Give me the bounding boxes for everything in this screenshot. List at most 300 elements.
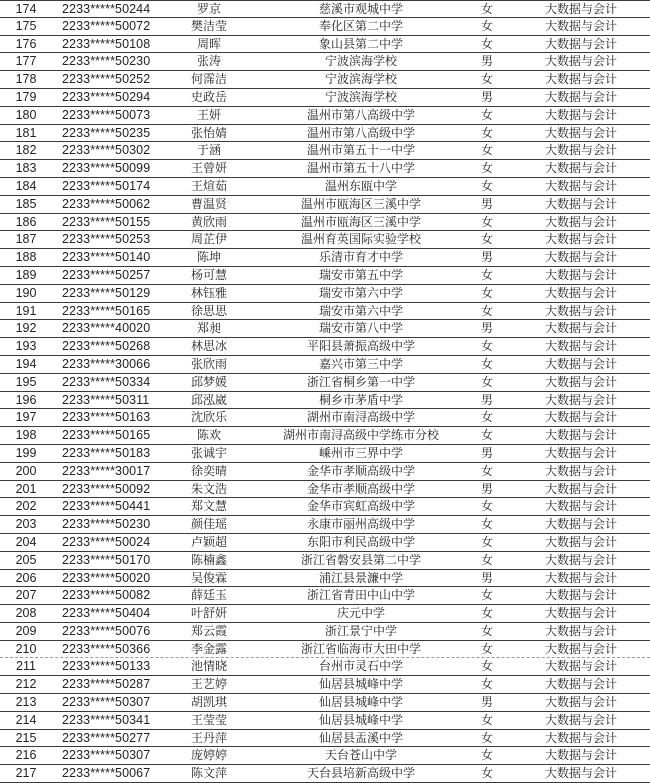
major: 大数据与会计 <box>545 339 618 354</box>
school-name: 温州市第五十一中学 <box>306 143 415 158</box>
row-number: 206 <box>15 570 37 585</box>
row-number: 202 <box>15 499 37 514</box>
table-row <box>0 231 650 249</box>
gender: 女 <box>480 766 493 781</box>
student-name: 罗京 <box>196 2 221 16</box>
gender: 女 <box>480 463 493 478</box>
table-row <box>0 765 650 783</box>
school-name: 宁波滨海学校 <box>324 54 397 69</box>
table-row <box>0 623 650 641</box>
exam-id: 2233*****50268 <box>62 339 151 354</box>
table-row <box>0 18 650 36</box>
school-name: 奉化区第二中学 <box>318 18 403 33</box>
gender: 男 <box>480 570 493 585</box>
student-name: 林钰雅 <box>190 285 227 300</box>
school-name: 宁波滨海学校 <box>324 89 397 104</box>
major: 大数据与会计 <box>545 36 618 51</box>
table-row <box>0 285 650 303</box>
student-name: 庞婷婷 <box>190 748 227 763</box>
row-number: 175 <box>15 18 37 33</box>
exam-id: 2233*****50334 <box>62 374 151 389</box>
student-name: 邱泓崴 <box>190 392 227 407</box>
major: 大数据与会计 <box>545 712 618 727</box>
table-row <box>0 320 650 338</box>
student-name: 叶舒妍 <box>190 606 227 621</box>
table-row <box>0 409 650 427</box>
school-name: 慈溪市观城中学 <box>318 2 403 16</box>
major: 大数据与会计 <box>545 267 618 282</box>
student-name: 王莹莹 <box>190 712 227 727</box>
row-number: 190 <box>15 285 37 300</box>
table-row <box>0 356 650 374</box>
gender: 女 <box>480 285 493 300</box>
major: 大数据与会计 <box>545 623 618 638</box>
major: 大数据与会计 <box>545 392 618 407</box>
major: 大数据与会计 <box>545 214 618 229</box>
table-row <box>0 481 650 499</box>
row-number: 186 <box>15 214 37 229</box>
exam-id: 2233*****50230 <box>62 54 151 69</box>
row-number: 195 <box>15 374 37 389</box>
row-number: 176 <box>15 36 37 51</box>
gender: 女 <box>480 2 493 16</box>
gender: 男 <box>480 481 493 496</box>
exam-id: 2233*****50307 <box>62 695 151 710</box>
major: 大数据与会计 <box>545 463 618 478</box>
row-number: 179 <box>15 89 37 104</box>
table-row <box>0 712 650 730</box>
exam-id: 2233*****50230 <box>62 517 151 532</box>
table-row <box>0 303 650 321</box>
table-row <box>0 53 650 71</box>
row-number: 187 <box>15 232 37 247</box>
row-number: 177 <box>15 54 37 69</box>
major: 大数据与会计 <box>545 374 618 389</box>
table-row <box>0 587 650 605</box>
major: 大数据与会计 <box>545 2 618 16</box>
student-name: 周芷伊 <box>190 232 227 247</box>
student-name: 徐思思 <box>190 303 227 318</box>
table-row <box>0 249 650 267</box>
major: 大数据与会计 <box>545 303 618 318</box>
table-row <box>0 267 650 285</box>
gender: 女 <box>480 517 493 532</box>
gender: 女 <box>480 161 493 176</box>
school-name: 台州市灵石中学 <box>318 659 403 674</box>
gender: 男 <box>480 89 493 104</box>
major: 大数据与会计 <box>545 730 618 745</box>
school-name: 平阳县萧振高级中学 <box>306 339 415 354</box>
exam-id: 2233*****40020 <box>62 321 151 336</box>
row-number: 216 <box>15 748 37 763</box>
row-number: 214 <box>15 712 37 727</box>
table-row <box>0 747 650 765</box>
major: 大数据与会计 <box>545 18 618 33</box>
gender: 女 <box>480 534 493 549</box>
school-name: 温州市第五十八中学 <box>306 161 415 176</box>
gender: 女 <box>480 641 493 656</box>
row-number: 213 <box>15 695 37 710</box>
row-number: 199 <box>15 445 37 460</box>
row-number: 182 <box>15 143 37 158</box>
gender: 女 <box>480 214 493 229</box>
gender: 女 <box>480 107 493 122</box>
table-row <box>0 641 650 659</box>
row-number: 185 <box>15 196 37 211</box>
table-row <box>0 374 650 392</box>
gender: 女 <box>480 552 493 567</box>
school-name: 浦江县景濂中学 <box>318 570 403 585</box>
row-number: 217 <box>15 766 37 781</box>
student-name: 陈文萍 <box>190 766 227 781</box>
gender: 女 <box>480 125 493 140</box>
row-number: 197 <box>15 410 37 425</box>
gender: 男 <box>480 54 493 69</box>
exam-id: 2233*****50311 <box>62 392 150 407</box>
exam-id: 2233*****50257 <box>62 267 151 282</box>
exam-id: 2233*****50253 <box>62 232 151 247</box>
major: 大数据与会计 <box>545 143 618 158</box>
school-name: 金华市孝顺高级中学 <box>306 463 415 478</box>
major: 大数据与会计 <box>545 481 618 496</box>
school-name: 浙江省桐乡第一中学 <box>306 374 415 389</box>
exam-id: 2233*****50092 <box>62 481 151 496</box>
major: 大数据与会计 <box>545 428 618 443</box>
table-row <box>0 89 650 107</box>
exam-id: 2233*****50341 <box>62 712 151 727</box>
school-name: 象山县第二中学 <box>318 36 403 51</box>
gender: 女 <box>480 606 493 621</box>
student-name: 王艺婷 <box>190 677 227 692</box>
table-row <box>0 445 650 463</box>
major: 大数据与会计 <box>545 570 618 585</box>
exam-id: 2233*****50366 <box>62 641 151 656</box>
student-name: 陈欢 <box>196 428 221 443</box>
row-number: 210 <box>15 641 37 656</box>
school-name: 浙江省青田中山中学 <box>306 588 415 603</box>
school-name: 仙居县城峰中学 <box>318 695 403 710</box>
major: 大数据与会计 <box>545 125 618 140</box>
table-row <box>0 338 650 356</box>
school-name: 仙居县城峰中学 <box>318 712 403 727</box>
school-name: 温州育英国际实验学校 <box>300 232 421 247</box>
row-number: 193 <box>15 339 37 354</box>
student-name: 薛廷玉 <box>190 588 227 603</box>
gender: 女 <box>480 356 493 371</box>
table-row <box>0 0 650 18</box>
row-number: 209 <box>15 623 37 638</box>
gender: 女 <box>480 712 493 727</box>
school-name: 仙居县盂溪中学 <box>318 730 403 745</box>
table-row <box>0 71 650 89</box>
major: 大数据与会计 <box>545 107 618 122</box>
exam-id: 2233*****50441 <box>62 499 151 514</box>
gender: 女 <box>480 374 493 389</box>
row-number: 198 <box>15 428 37 443</box>
gender: 男 <box>480 695 493 710</box>
student-name: 池情晓 <box>190 659 227 674</box>
school-name: 金华市孝顺高级中学 <box>306 481 415 496</box>
school-name: 温州市瓯海区三溪中学 <box>300 214 421 229</box>
table-row <box>0 214 650 232</box>
row-number: 204 <box>15 534 37 549</box>
row-number: 208 <box>15 606 37 621</box>
student-name: 郑昶 <box>196 321 221 336</box>
major: 大数据与会计 <box>545 534 618 549</box>
student-name: 林思冰 <box>190 339 227 354</box>
major: 大数据与会计 <box>545 641 618 656</box>
table-row <box>0 658 650 676</box>
major: 大数据与会计 <box>545 54 618 69</box>
exam-id: 2233*****50076 <box>62 623 151 638</box>
gender: 女 <box>480 588 493 603</box>
student-name: 王曾妍 <box>190 161 227 176</box>
major: 大数据与会计 <box>545 72 618 87</box>
major: 大数据与会计 <box>545 232 618 247</box>
gender: 女 <box>480 659 493 674</box>
school-name: 瑞安市第八中学 <box>318 321 403 336</box>
exam-id: 2233*****50072 <box>62 18 151 33</box>
student-name: 郑文慧 <box>190 499 227 514</box>
table-row <box>0 516 650 534</box>
student-name: 史政岳 <box>190 89 227 104</box>
major: 大数据与会计 <box>545 321 618 336</box>
student-name: 张诚宇 <box>190 445 227 460</box>
exam-id: 2233*****30017 <box>62 463 151 478</box>
student-name: 张怡婧 <box>190 125 227 140</box>
student-name: 沈欣乐 <box>190 410 227 425</box>
table-row <box>0 125 650 143</box>
gender: 女 <box>480 410 493 425</box>
major: 大数据与会计 <box>545 677 618 692</box>
major: 大数据与会计 <box>545 499 618 514</box>
exam-id: 2233*****50024 <box>62 534 151 549</box>
major: 大数据与会计 <box>545 588 618 603</box>
student-name: 黄欣雨 <box>190 214 227 229</box>
row-number: 181 <box>15 125 37 140</box>
student-name: 李金露 <box>190 641 227 656</box>
table-row <box>0 178 650 196</box>
row-number: 201 <box>15 481 37 496</box>
gender: 女 <box>480 18 493 33</box>
row-number: 203 <box>15 517 37 532</box>
student-name: 周晖 <box>196 36 221 51</box>
exam-id: 2233*****50244 <box>62 2 151 16</box>
major: 大数据与会计 <box>545 748 618 763</box>
exam-id: 2233*****50302 <box>62 143 151 158</box>
school-name: 温州市第八高级中学 <box>306 107 415 122</box>
exam-id: 2233*****50129 <box>62 285 151 300</box>
school-name: 浙江省临海市大田中学 <box>300 641 421 656</box>
major: 大数据与会计 <box>545 250 618 265</box>
school-name: 庆元中学 <box>336 606 385 621</box>
exam-id: 2233*****50155 <box>62 214 151 229</box>
exam-id: 2233*****50404 <box>62 606 151 621</box>
gender: 女 <box>480 36 493 51</box>
gender: 女 <box>480 623 493 638</box>
exam-id: 2233*****50062 <box>62 196 151 211</box>
student-name: 张欣雨 <box>190 356 227 371</box>
table-row <box>0 676 650 694</box>
exam-id: 2233*****50165 <box>62 303 151 318</box>
table-row <box>0 463 650 481</box>
exam-id: 2233*****50165 <box>62 428 151 443</box>
row-number: 183 <box>15 161 37 176</box>
major: 大数据与会计 <box>545 445 618 460</box>
exam-id: 2233*****50277 <box>62 730 151 745</box>
school-name: 浙江景宁中学 <box>324 623 397 638</box>
gender: 男 <box>480 392 493 407</box>
exam-id: 2233*****50020 <box>62 570 151 585</box>
gender: 女 <box>480 730 493 745</box>
school-name: 嘉兴市第三中学 <box>318 356 403 371</box>
student-name: 邱梦媛 <box>190 374 227 389</box>
major: 大数据与会计 <box>545 285 618 300</box>
table-row <box>0 392 650 410</box>
table-row <box>0 142 650 160</box>
gender: 女 <box>480 428 493 443</box>
exam-id: 2233*****50287 <box>62 677 151 692</box>
school-name: 乐清市育才中学 <box>318 250 403 265</box>
school-name: 瑞安市第五中学 <box>318 267 403 282</box>
exam-id: 2233*****50163 <box>62 410 151 425</box>
major: 大数据与会计 <box>545 356 618 371</box>
student-name: 胡凯琪 <box>190 695 227 710</box>
school-name: 天台苍山中学 <box>324 748 397 763</box>
gender: 男 <box>480 445 493 460</box>
table-row <box>0 107 650 125</box>
gender: 男 <box>480 321 493 336</box>
major: 大数据与会计 <box>545 161 618 176</box>
major: 大数据与会计 <box>545 410 618 425</box>
exam-id: 2233*****50174 <box>62 178 151 193</box>
table-row <box>0 605 650 623</box>
gender: 女 <box>480 267 493 282</box>
table-row <box>0 534 650 552</box>
gender: 女 <box>480 499 493 514</box>
school-name: 浙江省磐安县第二中学 <box>300 552 421 567</box>
exam-id: 2233*****50183 <box>62 445 151 460</box>
student-name: 王煊茹 <box>190 178 227 193</box>
major: 大数据与会计 <box>545 517 618 532</box>
student-name: 郑云霞 <box>190 623 227 638</box>
school-name: 天台县培新高级中学 <box>306 766 415 781</box>
major: 大数据与会计 <box>545 606 618 621</box>
school-name: 湖州市南浔高级中学练市分校 <box>282 428 439 443</box>
student-name: 曹温贤 <box>190 196 227 211</box>
exam-id: 2233*****50099 <box>62 161 151 176</box>
table-row <box>0 160 650 178</box>
school-name: 湖州市南浔高级中学 <box>306 410 415 425</box>
school-name: 温州市第八高级中学 <box>306 125 415 140</box>
school-name: 桐乡市茅盾中学 <box>318 392 403 407</box>
gender: 男 <box>480 196 493 211</box>
row-number: 200 <box>15 463 37 478</box>
major: 大数据与会计 <box>545 552 618 567</box>
student-name: 朱文浩 <box>190 481 227 496</box>
exam-id: 2233*****50252 <box>62 72 151 87</box>
major: 大数据与会计 <box>545 196 618 211</box>
table-row <box>0 694 650 712</box>
gender: 女 <box>480 677 493 692</box>
row-number: 192 <box>15 321 37 336</box>
gender: 女 <box>480 748 493 763</box>
student-name: 徐奕晴 <box>190 463 227 478</box>
row-number: 184 <box>15 178 37 193</box>
table-row <box>0 427 650 445</box>
major: 大数据与会计 <box>545 659 618 674</box>
school-name: 温州市瓯海区三溪中学 <box>300 196 421 211</box>
student-name: 卢颖超 <box>190 534 227 549</box>
exam-id: 2233*****50108 <box>62 36 151 51</box>
student-name: 王丹萍 <box>190 730 227 745</box>
major: 大数据与会计 <box>545 766 618 781</box>
school-name: 东阳市利民高级中学 <box>306 534 415 549</box>
student-name: 陈楠鑫 <box>190 552 227 567</box>
row-number: 196 <box>15 392 37 407</box>
table-row <box>0 498 650 516</box>
student-name: 王妍 <box>196 107 221 122</box>
row-number: 215 <box>15 730 37 745</box>
school-name: 温州东瓯中学 <box>324 178 397 193</box>
school-name: 瑞安市第六中学 <box>318 303 403 318</box>
row-number: 189 <box>15 267 37 282</box>
table-row <box>0 552 650 570</box>
school-name: 瑞安市第六中学 <box>318 285 403 300</box>
row-number: 178 <box>15 72 37 87</box>
student-name: 张涛 <box>196 54 221 69</box>
table-row <box>0 196 650 214</box>
row-number: 194 <box>15 356 37 371</box>
exam-id: 2233*****50307 <box>62 748 151 763</box>
school-name: 金华市宾虹高级中学 <box>306 499 415 514</box>
gender: 女 <box>480 143 493 158</box>
student-name: 颜佳瑶 <box>190 517 227 532</box>
exam-id: 2233*****50082 <box>62 588 151 603</box>
gender: 女 <box>480 232 493 247</box>
major: 大数据与会计 <box>545 89 618 104</box>
gender: 女 <box>480 339 493 354</box>
school-name: 宁波滨海学校 <box>324 72 397 87</box>
student-name: 何霈洁 <box>190 72 227 87</box>
exam-id: 2233*****50133 <box>62 659 151 674</box>
student-name: 于涵 <box>196 143 221 158</box>
student-name: 杨可慧 <box>190 267 227 282</box>
student-name: 吴俊霖 <box>190 570 227 585</box>
table-row <box>0 730 650 748</box>
school-name: 仙居县城峰中学 <box>318 677 403 692</box>
row-number: 180 <box>15 107 37 122</box>
exam-id: 2233*****50073 <box>62 107 151 122</box>
gender: 女 <box>480 303 493 318</box>
student-name: 樊洁莹 <box>190 18 227 33</box>
major: 大数据与会计 <box>545 178 618 193</box>
row-number: 207 <box>15 588 37 603</box>
row-number: 188 <box>15 250 37 265</box>
exam-id: 2233*****50067 <box>62 766 151 781</box>
student-name: 陈坤 <box>196 250 221 265</box>
table-row <box>0 36 650 54</box>
gender: 男 <box>480 250 493 265</box>
row-number: 211 <box>16 659 36 674</box>
row-number: 174 <box>15 2 37 16</box>
exam-id: 2233*****30066 <box>62 356 151 371</box>
exam-id: 2233*****50170 <box>62 552 151 567</box>
table-row <box>0 570 650 588</box>
gender: 女 <box>480 178 493 193</box>
row-number: 205 <box>15 552 37 567</box>
major: 大数据与会计 <box>545 695 618 710</box>
